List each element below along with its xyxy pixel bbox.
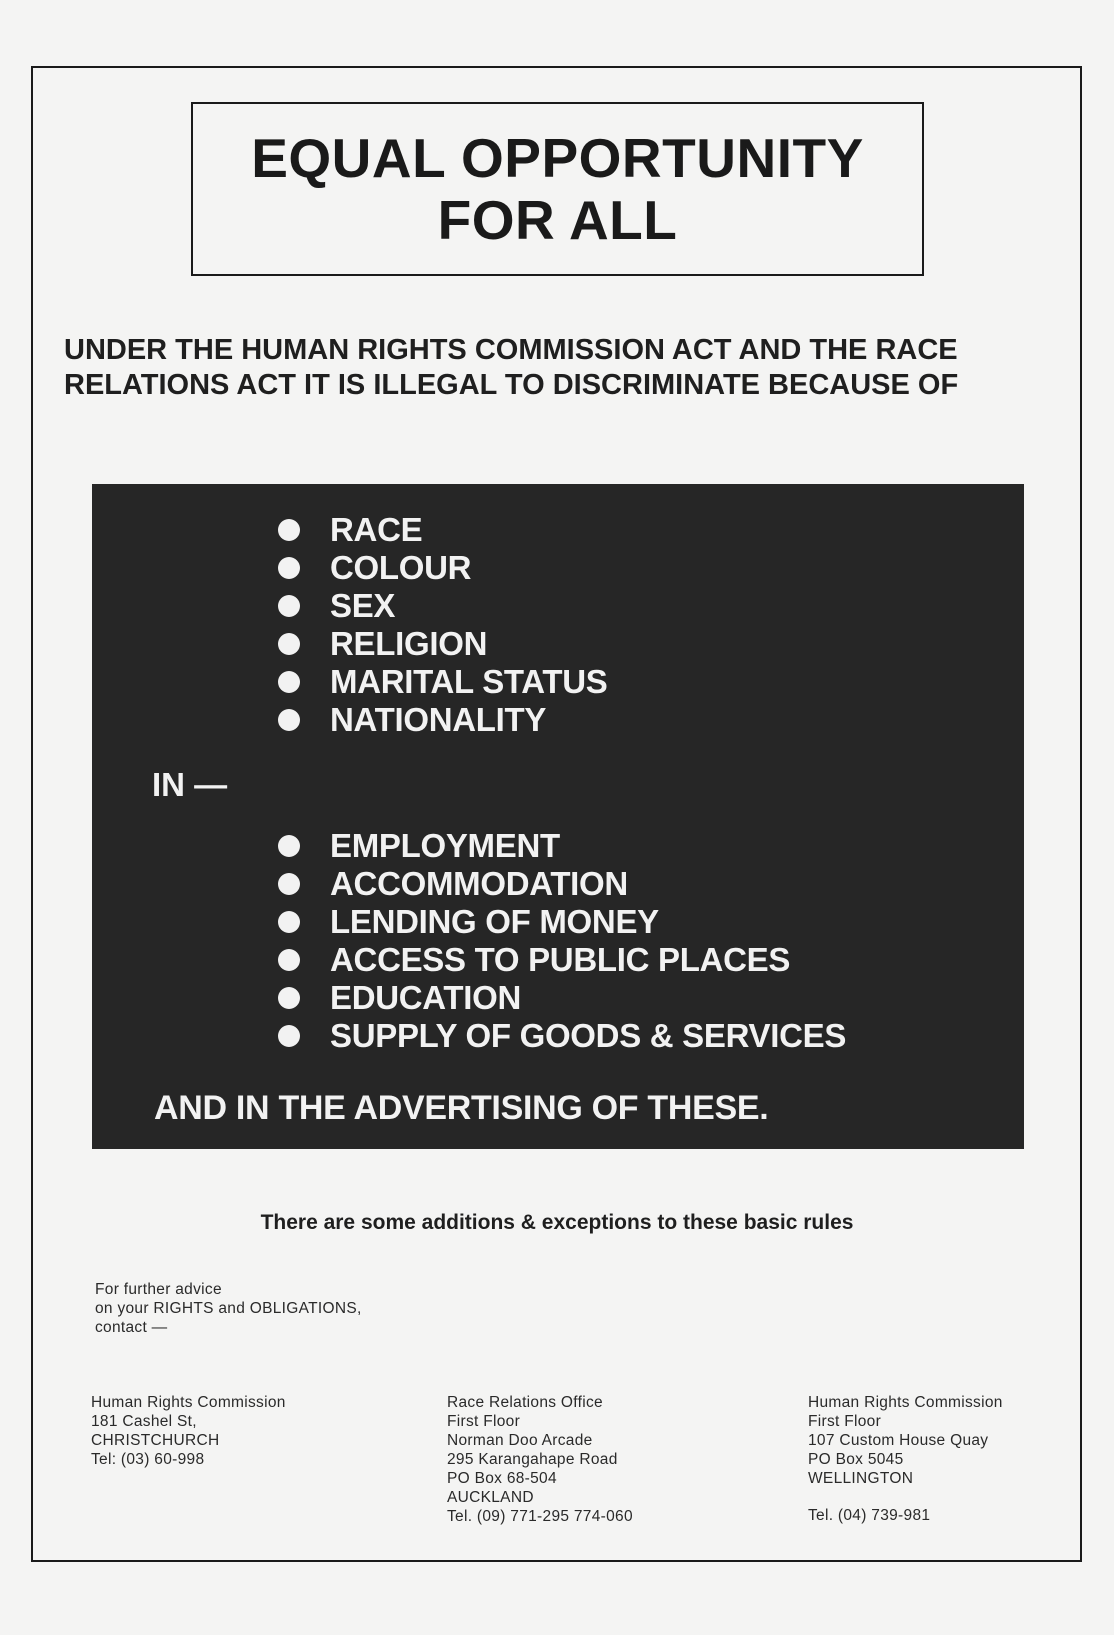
list-item <box>278 827 846 865</box>
contact-line: Norman Doo Arcade <box>447 1432 593 1449</box>
bullet-icon <box>278 519 300 541</box>
list-item <box>278 941 846 979</box>
area-label: EMPLOYMENT <box>330 827 560 864</box>
grounds-list <box>278 511 608 739</box>
contact-spacer <box>808 1488 1003 1506</box>
advice-block <box>95 1280 362 1337</box>
bullet-icon <box>278 835 300 857</box>
list-item <box>278 587 608 625</box>
contact-line: PO Box 5045 <box>808 1451 904 1468</box>
bullet-icon <box>278 671 300 693</box>
contact-line: First Floor <box>447 1413 521 1430</box>
in-label: IN — <box>152 766 228 803</box>
bullet-icon <box>278 709 300 731</box>
intro-line-1: UNDER THE HUMAN RIGHTS COMMISSION ACT AND THE RACE <box>64 334 958 366</box>
bullet-icon <box>278 949 300 971</box>
area-label: ACCESS TO PUBLIC PLACES <box>330 941 791 978</box>
ground-label: COLOUR <box>330 549 472 586</box>
contact-phone: Tel. (09) 771-295 774-060 <box>447 1508 633 1525</box>
intro-statement <box>64 333 1064 403</box>
list-item <box>278 663 608 701</box>
contact-line: Human Rights Commission <box>808 1394 1003 1411</box>
contact-phone: Tel. (04) 739-981 <box>808 1507 931 1524</box>
bullet-icon <box>278 1025 300 1047</box>
advice-line: contact — <box>95 1319 168 1336</box>
ground-label: MARITAL STATUS <box>330 663 608 700</box>
advertising-statement: AND IN THE ADVERTISING OF THESE. <box>154 1089 769 1127</box>
contact-line: WELLINGTON <box>808 1470 914 1487</box>
ground-label: RACE <box>330 511 423 548</box>
contact-line: AUCKLAND <box>447 1489 534 1506</box>
contact-wellington <box>808 1393 1003 1525</box>
contact-line: CHRISTCHURCH <box>91 1432 220 1449</box>
list-item <box>278 511 608 549</box>
contact-line: 295 Karangahape Road <box>447 1451 618 1468</box>
area-label: ACCOMMODATION <box>330 865 628 902</box>
areas-list <box>278 827 846 1055</box>
bullet-icon <box>278 873 300 895</box>
ground-label: RELIGION <box>330 625 488 662</box>
contact-line: 107 Custom House Quay <box>808 1432 989 1449</box>
exceptions-note: There are some additions & exceptions to these basic rules <box>260 1211 854 1234</box>
discrimination-panel <box>92 484 1024 1149</box>
list-item <box>278 701 608 739</box>
contact-line: Human Rights Commission <box>91 1394 286 1411</box>
title-line-2: FOR ALL <box>437 189 678 251</box>
ground-label: SEX <box>330 587 396 624</box>
bullet-icon <box>278 557 300 579</box>
bullet-icon <box>278 595 300 617</box>
intro-line-2: RELATIONS ACT IT IS ILLEGAL TO DISCRIMINATE BECAUSE OF <box>64 369 959 401</box>
contact-line: 181 Cashel St, <box>91 1413 197 1430</box>
list-item <box>278 549 608 587</box>
contact-christchurch <box>91 1393 286 1469</box>
bullet-icon <box>278 911 300 933</box>
list-item <box>278 903 846 941</box>
contact-line: First Floor <box>808 1413 882 1430</box>
list-item <box>278 979 846 1017</box>
advice-line: on your RIGHTS and OBLIGATIONS, <box>95 1300 362 1317</box>
area-label: LENDING OF MONEY <box>330 903 659 940</box>
list-item <box>278 865 846 903</box>
ground-label: NATIONALITY <box>330 701 547 738</box>
bullet-icon <box>278 987 300 1009</box>
title-box <box>191 102 924 276</box>
title-line-1: EQUAL OPPORTUNITY <box>251 127 864 189</box>
list-item <box>278 1017 846 1055</box>
advice-line: For further advice <box>95 1281 222 1298</box>
area-label: SUPPLY OF GOODS & SERVICES <box>330 1017 847 1054</box>
contact-auckland <box>447 1393 633 1526</box>
contact-phone: Tel: (03) 60-998 <box>91 1451 205 1468</box>
contact-line: PO Box 68-504 <box>447 1470 557 1487</box>
list-item <box>278 625 608 663</box>
bullet-icon <box>278 633 300 655</box>
area-label: EDUCATION <box>330 979 522 1016</box>
contact-line: Race Relations Office <box>447 1394 603 1411</box>
